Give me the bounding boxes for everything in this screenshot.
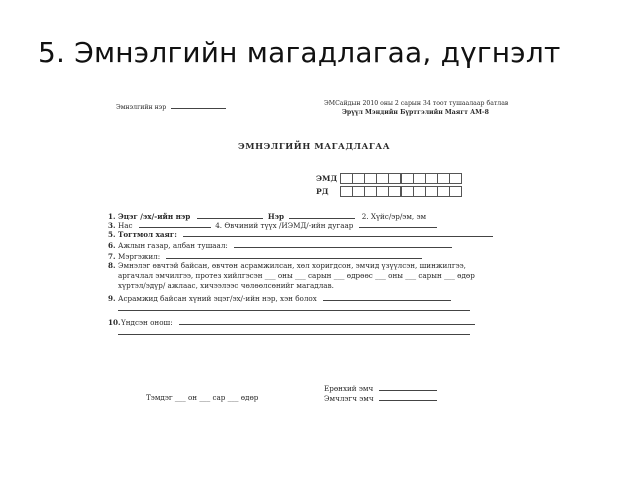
form-item-5: 5. Тогтмол хаяг: <box>108 230 493 238</box>
rd-label: РД <box>316 187 329 197</box>
stamp-date-line: Тэмдэг ___ он ___ сар ___ өдөр <box>146 393 259 402</box>
diagnosis-extra-line <box>118 328 470 336</box>
form-item-1: 1. Эцэг /эх/-ийн нэр Нэр 2. Хүйс/эр/эм, эм <box>108 212 427 221</box>
organization-name-line <box>171 102 226 109</box>
organization-name-row <box>116 102 226 111</box>
form-title: ЭМНЭЛГИЙН МАГАДЛАГАА <box>238 141 391 151</box>
order-reference-line1: ЭМСайдын 2010 оны 2 сарын 34 тоот тушаалаар батлав <box>324 100 509 107</box>
order-reference-line2: Эрүүл Мэндийн Бүртгэлийн Маягт АМ-8 <box>342 109 489 116</box>
form-item-8-line3: хүртэл/эдүр/ ажлаас, хичээлээс чөлөөлсөнийг магадлав. <box>118 281 334 290</box>
form-item-3: 3. Нас 4. Өвчиний түүх /ИЭМД/-ийн дугаар <box>108 221 437 229</box>
treating-doctor-signature: Эмчлэгч эмч <box>324 394 437 402</box>
emd-code-row <box>316 173 462 185</box>
form-item-9-extra-line <box>118 304 470 312</box>
rd-code-boxes <box>340 186 462 198</box>
form-item-8-line2: аргачлал эмчилгээ, протез хийлгэсэн ___ оны ___ сарын ___ өдрөөс ___ оны ___ сарын ___ өдөр <box>118 271 475 280</box>
chief-doctor-signature: Ерөнхий эмч <box>324 384 437 392</box>
form-item-7: 7. Мэргэжил: <box>108 252 422 260</box>
form-item-8: 8. Эмнэлэг өвчтэй байсан, өвчтөн асрамжилсан, хөл хоригдсон, эмчид үзүүлсэн, шинжилгээ, <box>108 261 466 270</box>
rd-code-row <box>316 186 462 198</box>
emd-label: ЭМД <box>316 174 338 184</box>
page-title: 5. Эмнэлгийн магадлагаа, дүгнэлт <box>38 36 561 69</box>
form-item-6: 6. Ажлын газар, албан тушаал: <box>108 241 452 249</box>
organization-name-label: Эмнэлгийн нэр <box>116 104 167 111</box>
form-item-10: 10.Үндсэн онош: <box>108 318 475 326</box>
medical-certificate-form <box>100 96 509 416</box>
form-item-9: 9. Асрамжид байсан хүний эцэг/эх/-ийн нэр, хэн болох <box>108 294 451 302</box>
emd-code-boxes <box>340 173 462 185</box>
